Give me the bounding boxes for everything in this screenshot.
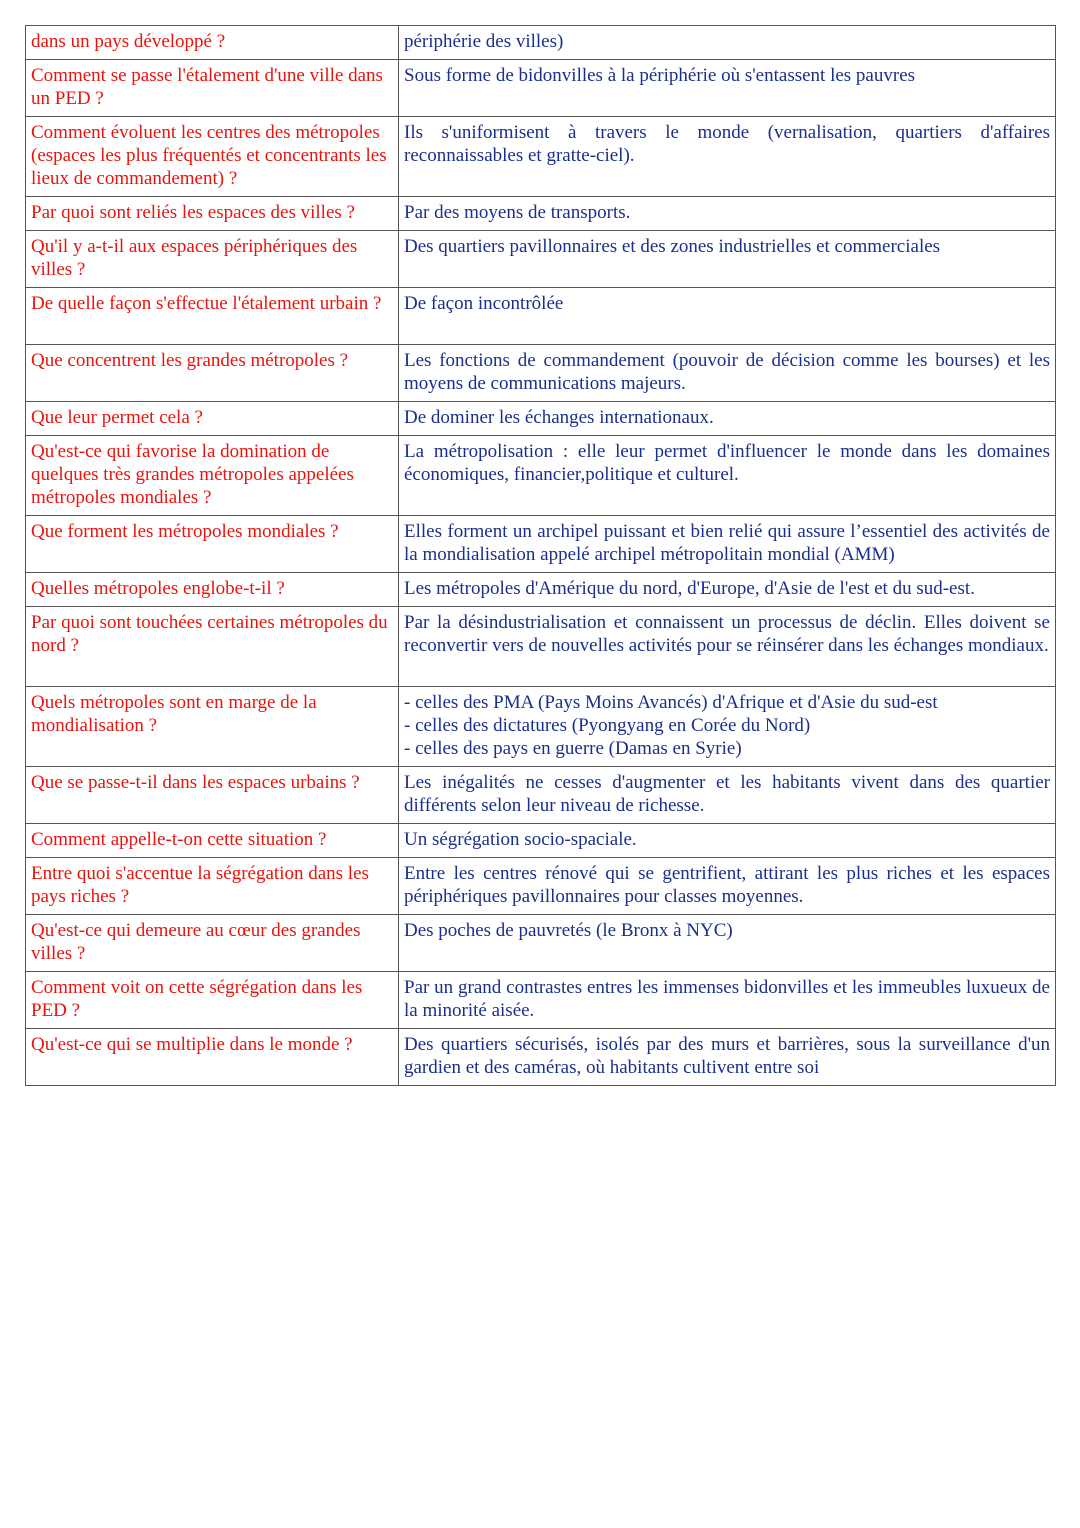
answer-cell	[399, 687, 1056, 767]
answer-line: - celles des PMA (Pays Moins Avancés) d'Afrique et d'Asie du sud-est	[404, 692, 938, 713]
answer-cell: Sous forme de bidonvilles à la périphérie où s'entassent les pauvres	[399, 60, 1056, 117]
question-cell: Qu'est-ce qui se multiplie dans le monde ?	[26, 1029, 399, 1086]
answer-cell: De façon incontrôlée	[399, 288, 1056, 345]
answer-cell: Par un grand contrastes entres les immenses bidonvilles et les immeubles luxueux de la minorité aisée.	[399, 972, 1056, 1029]
answer-cell: Un ségrégation socio-spaciale.	[399, 824, 1056, 858]
table-row	[26, 767, 1056, 824]
answer-cell: périphérie des villes)	[399, 26, 1056, 60]
table-row	[26, 573, 1056, 607]
question-cell: Comment appelle-t-on cette situation ?	[26, 824, 399, 858]
qa-table	[25, 25, 1056, 1086]
question-cell: Par quoi sont reliés les espaces des villes ?	[26, 197, 399, 231]
answer-cell: Elles forment un archipel puissant et bien relié qui assure l’essentiel des activités de la mondialisation appelé archipel métropolitain mondial (AMM)	[399, 516, 1056, 573]
answer-cell: Par la désindustrialisation et connaissent un processus de déclin. Elles doivent se reconvertir vers de nouvelles activités pour se réinsérer dans les échanges mondiaux.	[399, 607, 1056, 687]
table-row	[26, 858, 1056, 915]
table-row	[26, 117, 1056, 197]
answer-cell: Des poches de pauvretés (le Bronx à NYC)	[399, 915, 1056, 972]
question-cell: Qu'il y a-t-il aux espaces périphériques des villes ?	[26, 231, 399, 288]
question-cell: Comment voit on cette ségrégation dans les PED ?	[26, 972, 399, 1029]
answer-cell: Entre les centres rénové qui se gentrifient, attirant les plus riches et les espaces périphériques pavillonnaires pour classes moyennes.	[399, 858, 1056, 915]
table-row	[26, 60, 1056, 117]
table-row	[26, 687, 1056, 767]
question-cell: Que forment les métropoles mondiales ?	[26, 516, 399, 573]
question-cell: Quels métropoles sont en marge de la mondialisation ?	[26, 687, 399, 767]
table-row	[26, 436, 1056, 516]
answer-cell: Les métropoles d'Amérique du nord, d'Europe, d'Asie de l'est et du sud-est.	[399, 573, 1056, 607]
question-cell: De quelle façon s'effectue l'étalement urbain ?	[26, 288, 399, 345]
table-row	[26, 197, 1056, 231]
question-cell: Que leur permet cela ?	[26, 402, 399, 436]
answer-cell: Par des moyens de transports.	[399, 197, 1056, 231]
answer-cell: Ils s'uniformisent à travers le monde (vernalisation, quartiers d'affaires reconnaissables et gratte-ciel).	[399, 117, 1056, 197]
answer-cell: La métropolisation : elle leur permet d'influencer le monde dans les domaines économiques, financier,politique et culturel.	[399, 436, 1056, 516]
table-row	[26, 516, 1056, 573]
table-row	[26, 26, 1056, 60]
answer-cell: Des quartiers sécurisés, isolés par des murs et barrières, sous la surveillance d'un gardien et des caméras, où habitants cultivent entre soi	[399, 1029, 1056, 1086]
question-cell: Qu'est-ce qui demeure au cœur des grandes villes ?	[26, 915, 399, 972]
table-row	[26, 915, 1056, 972]
table-row	[26, 231, 1056, 288]
question-cell: Qu'est-ce qui favorise la domination de quelques très grandes métropoles appelées métropoles mondiales ?	[26, 436, 399, 516]
question-cell: Que se passe-t-il dans les espaces urbains ?	[26, 767, 399, 824]
question-cell: Entre quoi s'accentue la ségrégation dans les pays riches ?	[26, 858, 399, 915]
question-cell: Que concentrent les grandes métropoles ?	[26, 345, 399, 402]
question-cell: Comment se passe l'étalement d'une ville dans un PED ?	[26, 60, 399, 117]
answer-cell: Les inégalités ne cesses d'augmenter et les habitants vivent dans des quartier différents selon leur niveau de richesse.	[399, 767, 1056, 824]
table-row	[26, 824, 1056, 858]
question-cell: Par quoi sont touchées certaines métropoles du nord ?	[26, 607, 399, 687]
answer-line: - celles des pays en guerre (Damas en Syrie)	[404, 738, 742, 759]
answer-line: - celles des dictatures (Pyongyang en Corée du Nord)	[404, 715, 811, 736]
table-row	[26, 288, 1056, 345]
table-row	[26, 345, 1056, 402]
answer-cell: Les fonctions de commandement (pouvoir de décision comme les bourses) et les moyens de communications majeurs.	[399, 345, 1056, 402]
question-cell: dans un pays développé ?	[26, 26, 399, 60]
table-row	[26, 972, 1056, 1029]
table-row	[26, 1029, 1056, 1086]
table-row	[26, 402, 1056, 436]
question-cell: Quelles métropoles englobe-t-il ?	[26, 573, 399, 607]
answer-cell: Des quartiers pavillonnaires et des zones industrielles et commerciales	[399, 231, 1056, 288]
table-row	[26, 607, 1056, 687]
answer-cell: De dominer les échanges internationaux.	[399, 402, 1056, 436]
question-cell: Comment évoluent les centres des métropoles (espaces les plus fréquentés et concentrants les lieux de commandement) ?	[26, 117, 399, 197]
